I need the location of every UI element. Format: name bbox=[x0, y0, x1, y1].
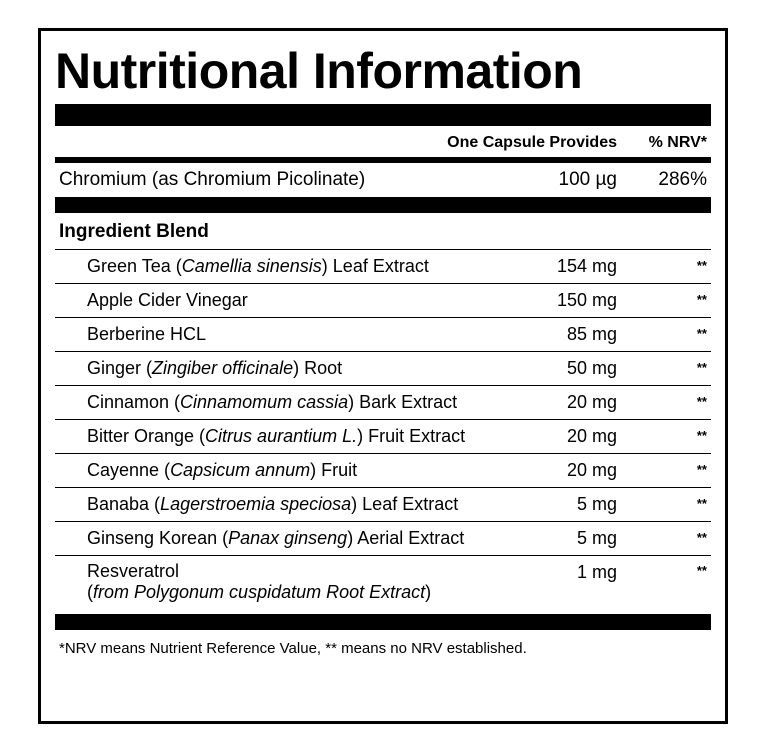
column-header-nrv: % NRV* bbox=[648, 133, 707, 151]
table-row bbox=[55, 522, 711, 555]
title-divider-bar bbox=[55, 104, 711, 126]
table-row bbox=[55, 386, 711, 419]
table-row bbox=[55, 420, 711, 453]
nutrition-panel-inner bbox=[55, 41, 711, 711]
ingredient-name: Cinnamon (Cinnamomum cassia) Bark Extract bbox=[87, 391, 458, 412]
table-row bbox=[55, 488, 711, 521]
section-divider-bar bbox=[55, 197, 711, 213]
column-header-amount: One Capsule Provides bbox=[447, 133, 617, 151]
ingredient-amount: 5 mg bbox=[576, 493, 617, 514]
ingredient-nrv: ** bbox=[696, 562, 707, 578]
nutrient-name: Chromium (as Chromium Picolinate) bbox=[59, 168, 366, 190]
ingredient-nrv: ** bbox=[696, 529, 707, 545]
blend-heading: Ingredient Blend bbox=[59, 220, 209, 242]
ingredient-amount: 150 mg bbox=[556, 289, 617, 310]
ingredient-name-line2: (from Polygonum cuspidatum Root Extract) bbox=[87, 581, 432, 602]
nutrient-nrv: 286% bbox=[658, 168, 707, 190]
ingredient-amount: 50 mg bbox=[566, 357, 617, 378]
ingredient-name bbox=[55, 561, 513, 603]
ingredient-amount: 154 mg bbox=[556, 255, 617, 276]
ingredient-nrv: ** bbox=[696, 427, 707, 443]
ingredient-amount: 20 mg bbox=[566, 459, 617, 480]
ingredient-nrv: ** bbox=[696, 393, 707, 409]
table-row bbox=[55, 163, 711, 197]
page-title: Nutritional Information bbox=[55, 43, 583, 99]
ingredient-name: Green Tea (Camellia sinensis) Leaf Extract bbox=[87, 255, 429, 276]
table-row bbox=[55, 318, 711, 351]
ingredient-name: Apple Cider Vinegar bbox=[87, 289, 248, 310]
table-row bbox=[55, 250, 711, 283]
ingredient-amount: 20 mg bbox=[566, 425, 617, 446]
column-headers bbox=[55, 126, 711, 157]
nutrient-amount: 100 µg bbox=[558, 168, 617, 190]
table-row bbox=[55, 454, 711, 487]
ingredient-name: Banaba (Lagerstroemia speciosa) Leaf Extract bbox=[87, 493, 459, 514]
ingredient-name: Bitter Orange (Citrus aurantium L.) Fruit Extract bbox=[87, 425, 466, 446]
ingredient-amount: 85 mg bbox=[566, 323, 617, 344]
ingredient-nrv: ** bbox=[696, 257, 707, 273]
ingredient-name: Cayenne (Capsicum annum) Fruit bbox=[87, 459, 358, 480]
ingredient-name: Ginseng Korean (Panax ginseng) Aerial Extract bbox=[87, 527, 465, 548]
ingredient-name: Berberine HCL bbox=[87, 323, 207, 344]
footnote: *NRV means Nutrient Reference Value, ** means no NRV established. bbox=[59, 639, 527, 657]
ingredient-nrv: ** bbox=[696, 291, 707, 307]
ingredient-name: Ginger (Zingiber officinale) Root bbox=[87, 357, 343, 378]
ingredient-nrv: ** bbox=[696, 359, 707, 375]
footer-divider-bar bbox=[55, 614, 711, 630]
table-row bbox=[55, 352, 711, 385]
ingredient-nrv: ** bbox=[696, 325, 707, 341]
ingredient-amount: 5 mg bbox=[576, 527, 617, 548]
table-row bbox=[55, 284, 711, 317]
ingredient-amount: 20 mg bbox=[566, 391, 617, 412]
table-row bbox=[55, 556, 711, 608]
ingredient-name-line1: Resveratrol bbox=[87, 560, 180, 581]
nutrition-panel bbox=[38, 28, 728, 724]
ingredient-nrv: ** bbox=[696, 495, 707, 511]
ingredient-amount: 1 mg bbox=[576, 561, 617, 582]
ingredient-nrv: ** bbox=[696, 461, 707, 477]
